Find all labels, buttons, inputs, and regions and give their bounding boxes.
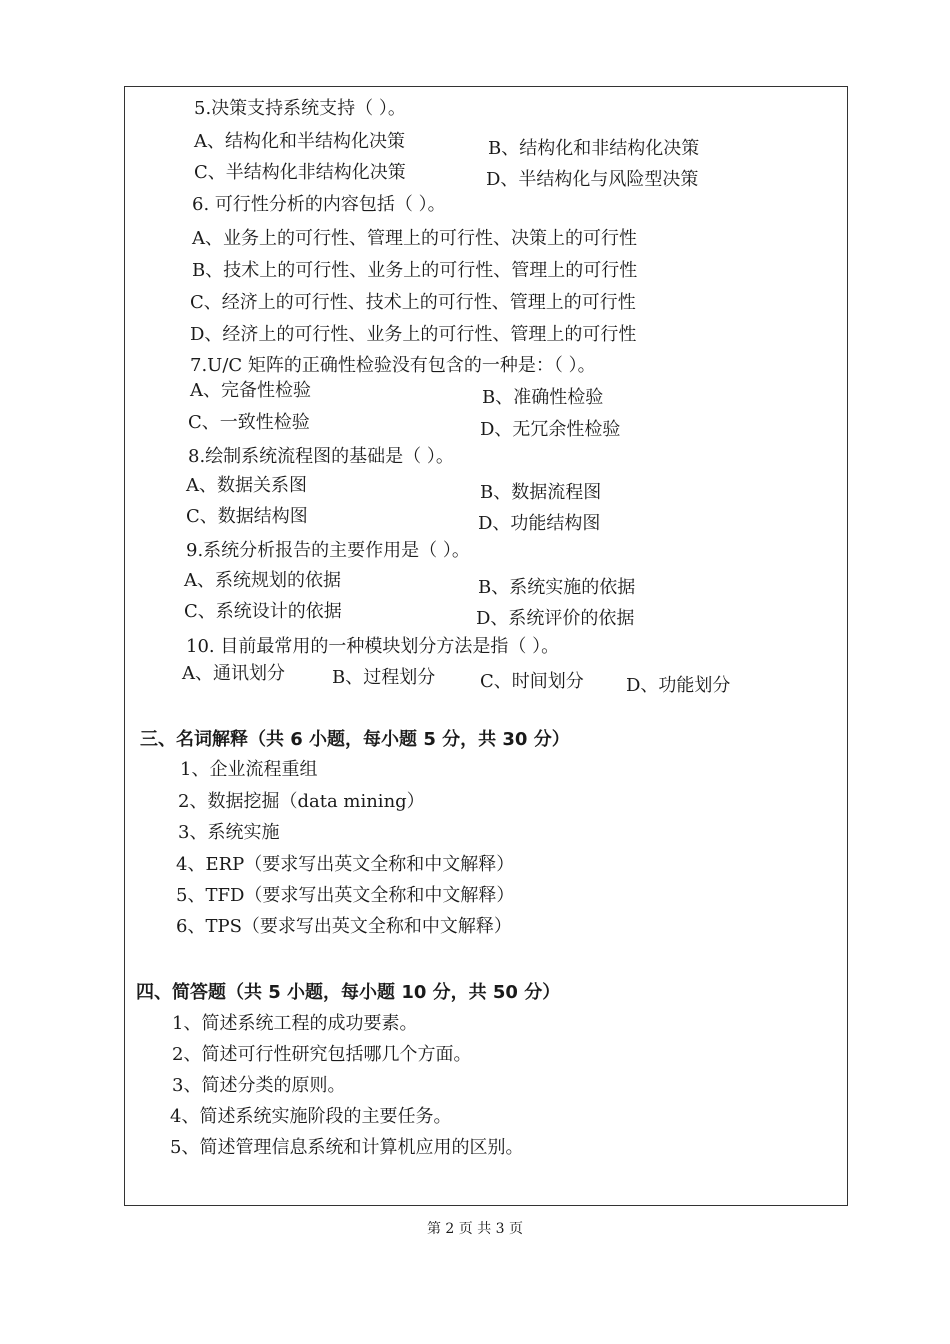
question-7-option-c: C、一致性检验 bbox=[188, 412, 310, 433]
section-4-item-3: 3、简述分类的原则。 bbox=[172, 1075, 346, 1096]
section-3-item-2: 2、数据挖掘（data mining） bbox=[178, 791, 425, 812]
question-7-option-a: A、完备性检验 bbox=[190, 380, 311, 401]
section-4-item-5: 5、简述管理信息系统和计算机应用的区别。 bbox=[170, 1137, 524, 1158]
page-number-footer: 第 2 页 共 3 页 bbox=[426, 1221, 524, 1237]
question-9-stem: 9.系统分析报告的主要作用是（ ）。 bbox=[186, 540, 470, 561]
section-4-title: 四、简答题（共 5 小题，每小题 10 分，共 50 分） bbox=[136, 982, 561, 1003]
question-7-stem: 7.U/C 矩阵的正确性检验没有包含的一种是：（ ）。 bbox=[190, 355, 596, 376]
section-3-title: 三、名词解释（共 6 小题，每小题 5 分，共 30 分） bbox=[140, 729, 570, 750]
section-3-item-5: 5、TFD（要求写出英文全称和中文解释） bbox=[176, 885, 515, 906]
question-10-option-b: B、过程划分 bbox=[332, 667, 436, 688]
question-6-option-c: C、经济上的可行性、技术上的可行性、管理上的可行性 bbox=[190, 292, 636, 313]
question-5-option-b: B、结构化和非结构化决策 bbox=[488, 138, 700, 159]
question-5-option-a: A、结构化和半结构化决策 bbox=[194, 131, 405, 152]
question-5-option-c: C、半结构化非结构化决策 bbox=[194, 162, 406, 183]
question-8-stem: 8.绘制系统流程图的基础是（ ）。 bbox=[188, 446, 454, 467]
question-6-option-d: D、经济上的可行性、业务上的可行性、管理上的可行性 bbox=[190, 324, 637, 345]
section-4-item-2: 2、简述可行性研究包括哪几个方面。 bbox=[172, 1044, 472, 1065]
question-6-option-a: A、业务上的可行性、管理上的可行性、决策上的可行性 bbox=[192, 228, 637, 249]
question-9-option-a: A、系统规划的依据 bbox=[184, 570, 341, 591]
section-3-item-3: 3、系统实施 bbox=[178, 822, 280, 843]
question-10-option-c: C、时间划分 bbox=[480, 671, 584, 692]
question-9-option-b: B、系统实施的依据 bbox=[478, 577, 636, 598]
section-3-item-1: 1、企业流程重组 bbox=[180, 759, 318, 780]
section-3-item-6: 6、TPS（要求写出英文全称和中文解释） bbox=[176, 916, 512, 937]
section-4-item-4: 4、简述系统实施阶段的主要任务。 bbox=[170, 1106, 452, 1127]
question-7-option-d: D、无冗余性检验 bbox=[480, 419, 621, 440]
question-6-stem: 6. 可行性分析的内容包括（ ）。 bbox=[192, 194, 446, 215]
question-8-option-d: D、功能结构图 bbox=[478, 513, 601, 534]
section-3-item-4: 4、ERP（要求写出英文全称和中文解释） bbox=[176, 854, 515, 875]
question-7-option-b: B、准确性检验 bbox=[482, 387, 604, 408]
question-8-option-c: C、数据结构图 bbox=[186, 506, 308, 527]
question-9-option-c: C、系统设计的依据 bbox=[184, 601, 342, 622]
question-8-option-b: B、数据流程图 bbox=[480, 482, 602, 503]
section-4-item-1: 1、简述系统工程的成功要素。 bbox=[172, 1013, 418, 1034]
question-9-option-d: D、系统评价的依据 bbox=[476, 608, 635, 629]
question-10-stem: 10. 目前最常用的一种模块划分方法是指（ ）。 bbox=[186, 636, 560, 657]
question-10-option-a: A、通讯划分 bbox=[182, 663, 285, 684]
question-5-option-d: D、半结构化与风险型决策 bbox=[486, 169, 699, 190]
question-6-option-b: B、技术上的可行性、业务上的可行性、管理上的可行性 bbox=[192, 260, 638, 281]
question-5-stem: 5.决策支持系统支持（ ）。 bbox=[194, 98, 406, 119]
question-8-option-a: A、数据关系图 bbox=[186, 475, 307, 496]
question-10-option-d: D、功能划分 bbox=[626, 675, 731, 696]
